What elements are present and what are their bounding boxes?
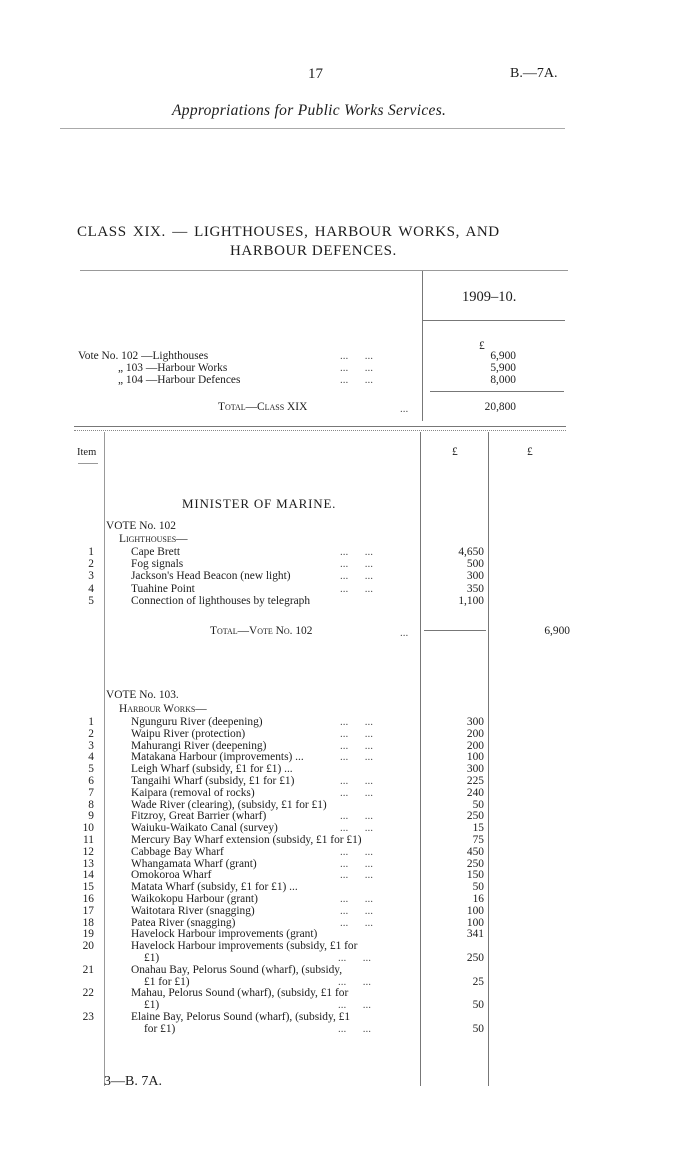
class-heading-rule <box>80 270 568 271</box>
item-amount: 15 <box>472 822 484 835</box>
item-number: 17 <box>82 904 94 917</box>
item-description: Omokoroa Wharf <box>131 869 212 882</box>
item-number: 5 <box>88 594 94 607</box>
leader-dots: ... ... <box>340 869 373 882</box>
leader-dots: ... ... <box>338 1022 371 1035</box>
item-description: Havelock Harbour improvements (grant) <box>131 928 318 941</box>
leader-dots: ... ... <box>340 904 373 917</box>
leader-dots: ... <box>400 403 409 415</box>
amount-column-divider-1 <box>420 432 421 1086</box>
summary-total-value: 20,800 <box>484 401 516 413</box>
item-number: 6 <box>88 775 94 787</box>
currency-column-2: £ <box>527 446 533 458</box>
minister-heading: MINISTER OF MARINE. <box>182 496 337 511</box>
item-header-rule <box>78 463 98 464</box>
item-description-continued: £1) <box>144 999 160 1012</box>
leader-dots: ... ... <box>340 727 373 740</box>
item-amount: 16 <box>472 893 484 905</box>
item-number: 4 <box>88 751 94 764</box>
item-number: 19 <box>82 928 94 941</box>
item-description-continued: for £1) <box>144 1022 176 1035</box>
item-number: 1 <box>88 716 94 728</box>
item-number: 11 <box>83 834 94 846</box>
item-amount: 450 <box>466 845 484 858</box>
summary-total-label: Total—Class XIX <box>218 401 308 413</box>
item-amount: 250 <box>466 952 484 964</box>
leader-dots: ... ... <box>340 775 373 787</box>
item-description-continued: £1) <box>144 952 160 964</box>
item-description: Mahau, Pelorus Sound (wharf), (subsidy, £1 for <box>131 987 349 1000</box>
leader-dots: ... ... <box>340 558 373 571</box>
leader-dots: ... ... <box>338 999 371 1012</box>
summary-year-rule <box>423 320 565 321</box>
item-description: Onahau Bay, Pelorus Sound (wharf), (subsidy, <box>131 963 343 976</box>
vote-103-subhead: Harbour Works— <box>119 703 207 715</box>
item-description: Mahurangi River (deepening) <box>131 739 267 752</box>
vote-102-subhead: Lighthouses— <box>119 533 188 545</box>
item-description: Fog signals <box>131 558 184 571</box>
vote-102-total-label: Total—Vote No. 102 <box>210 625 313 637</box>
item-amount: 1,100 <box>458 594 484 607</box>
item-number: 18 <box>82 916 94 929</box>
item-amount: 50 <box>472 999 484 1012</box>
item-description: Matakana Harbour (improvements) ... <box>131 751 304 764</box>
item-number: 7 <box>88 786 94 799</box>
item-number: 22 <box>82 987 94 1000</box>
document-code: B.—7A. <box>510 66 558 81</box>
item-number: 2 <box>88 558 94 571</box>
summary-vote-103: „ 103 —Harbour Works <box>118 362 228 374</box>
item-number: 3 <box>88 739 94 752</box>
footer-signature: 3—B. 7A. <box>104 1074 162 1089</box>
summary-vote-103-value: 5,900 <box>490 362 516 374</box>
detail-top-rule-2 <box>74 430 566 431</box>
item-amount: 341 <box>466 928 484 941</box>
item-description: Waipu River (protection) <box>131 727 246 740</box>
item-amount: 25 <box>472 975 484 988</box>
item-number: 20 <box>82 940 94 953</box>
item-number: 9 <box>88 810 94 823</box>
item-number: 8 <box>88 798 94 811</box>
summary-column-divider <box>422 271 423 421</box>
item-description: Whangamata Wharf (grant) <box>131 857 257 870</box>
item-description: Kaipara (removal of rocks) <box>131 786 255 799</box>
leader-dots: ... ... <box>340 786 373 799</box>
item-description: Elaine Bay, Pelorus Sound (wharf), (subsidy, £1 <box>131 1011 351 1023</box>
item-amount: 300 <box>466 570 484 583</box>
item-amount: 75 <box>472 834 484 846</box>
leader-dots: ... ... <box>340 362 373 374</box>
item-description: Waiuku-Waikato Canal (survey) <box>131 822 278 835</box>
item-amount: 200 <box>466 727 484 740</box>
amount-column-divider-2 <box>488 432 489 1086</box>
item-amount: 100 <box>466 916 484 929</box>
vote-102-title: VOTE No. 102 <box>106 520 176 532</box>
leader-dots: ... ... <box>340 582 373 595</box>
vote-103-title: VOTE No. 103. <box>106 689 179 701</box>
header-rule <box>60 128 565 129</box>
item-description: Tuahine Point <box>131 582 195 595</box>
item-amount: 100 <box>466 751 484 764</box>
item-amount: 150 <box>466 869 484 882</box>
item-description: Waikokopu Harbour (grant) <box>131 893 258 905</box>
summary-vote-102-value: 6,900 <box>490 350 516 362</box>
item-amount: 50 <box>472 881 484 894</box>
item-description: Cape Brett <box>131 546 181 558</box>
leader-dots: ... ... <box>340 570 373 583</box>
leader-dots: ... ... <box>340 716 373 728</box>
class-heading-line-1: CLASS XIX. — LIGHTHOUSES, HARBOUR WORKS, AND <box>77 224 500 240</box>
item-amount: 50 <box>472 798 484 811</box>
vote-102-total-rule <box>424 630 486 631</box>
item-description: Havelock Harbour improvements (subsidy, £1 for <box>131 940 358 953</box>
item-description: Ngunguru River (deepening) <box>131 716 263 728</box>
summary-vote-104: „ 104 —Harbour Defences <box>118 374 241 386</box>
leader-dots: ... ... <box>340 822 373 835</box>
item-number: 14 <box>82 869 94 882</box>
item-amount: 300 <box>466 763 484 776</box>
item-number: 16 <box>82 893 94 905</box>
summary-vote-102: Vote No. 102 —Lighthouses <box>78 350 209 362</box>
running-title: Appropriations for Public Works Services. <box>172 102 447 119</box>
item-number: 13 <box>82 857 94 870</box>
leader-dots: ... ... <box>340 751 373 764</box>
leader-dots: ... ... <box>340 857 373 870</box>
item-description-continued: £1 for £1) <box>144 975 190 988</box>
item-description: Jackson's Head Beacon (new light) <box>131 570 291 583</box>
leader-dots: ... <box>400 627 409 639</box>
detail-top-rule-1 <box>74 426 566 427</box>
item-column-header: Item <box>77 447 97 458</box>
class-heading-line-2: HARBOUR DEFENCES. <box>230 243 397 259</box>
item-description: Mercury Bay Wharf extension (subsidy, £1 for £1) <box>131 834 362 846</box>
item-number: 1 <box>88 546 94 558</box>
item-column-divider <box>104 432 105 1086</box>
summary-vote-104-value: 8,000 <box>490 374 516 386</box>
item-number: 12 <box>82 845 94 858</box>
item-description: Connection of lighthouses by telegraph <box>131 594 311 607</box>
currency-column-1: £ <box>452 446 458 458</box>
item-amount: 250 <box>466 810 484 823</box>
item-number: 23 <box>82 1011 94 1023</box>
item-amount: 300 <box>466 716 484 728</box>
item-description: Waitotara River (snagging) <box>131 904 255 917</box>
item-amount: 50 <box>472 1022 484 1035</box>
leader-dots: ... ... <box>338 952 371 964</box>
leader-dots: ... ... <box>340 374 373 386</box>
item-description: Tangaihi Wharf (subsidy, £1 for £1) <box>131 775 295 787</box>
item-description: Matata Wharf (subsidy, £1 for £1) ... <box>131 881 298 894</box>
leader-dots: ... ... <box>340 893 373 905</box>
leader-dots: ... ... <box>340 845 373 858</box>
item-number: 2 <box>88 727 94 740</box>
summary-year-heading: 1909–10. <box>462 289 517 305</box>
item-number: 15 <box>82 881 94 894</box>
item-description: Fitzroy, Great Barrier (wharf) <box>131 810 267 823</box>
item-description: Wade River (clearing), (subsidy, £1 for £1) <box>131 798 327 811</box>
item-amount: 4,650 <box>458 546 484 558</box>
leader-dots: ... ... <box>340 916 373 929</box>
item-number: 21 <box>82 963 94 976</box>
page-number: 17 <box>308 66 323 82</box>
item-amount: 350 <box>466 582 484 595</box>
item-description: Cabbage Bay Wharf <box>131 845 224 858</box>
item-description: Patea River (snagging) <box>131 916 236 929</box>
leader-dots: ... ... <box>340 546 373 558</box>
item-number: 10 <box>82 822 94 835</box>
item-amount: 200 <box>466 739 484 752</box>
item-amount: 500 <box>466 558 484 571</box>
summary-currency: £ <box>479 340 485 352</box>
item-number: 5 <box>88 763 94 776</box>
item-amount: 240 <box>466 786 484 799</box>
summary-total-rule <box>430 391 564 392</box>
leader-dots: ... ... <box>340 739 373 752</box>
item-amount: 250 <box>466 857 484 870</box>
item-amount: 100 <box>466 904 484 917</box>
item-amount: 225 <box>466 775 484 787</box>
item-description: Leigh Wharf (subsidy, £1 for £1) ... <box>131 763 293 776</box>
leader-dots: ... ... <box>340 350 373 362</box>
item-number: 3 <box>88 570 94 583</box>
leader-dots: ... ... <box>340 810 373 823</box>
leader-dots: ... ... <box>338 975 371 988</box>
vote-102-total-value: 6,900 <box>544 625 570 637</box>
item-number: 4 <box>88 582 94 595</box>
